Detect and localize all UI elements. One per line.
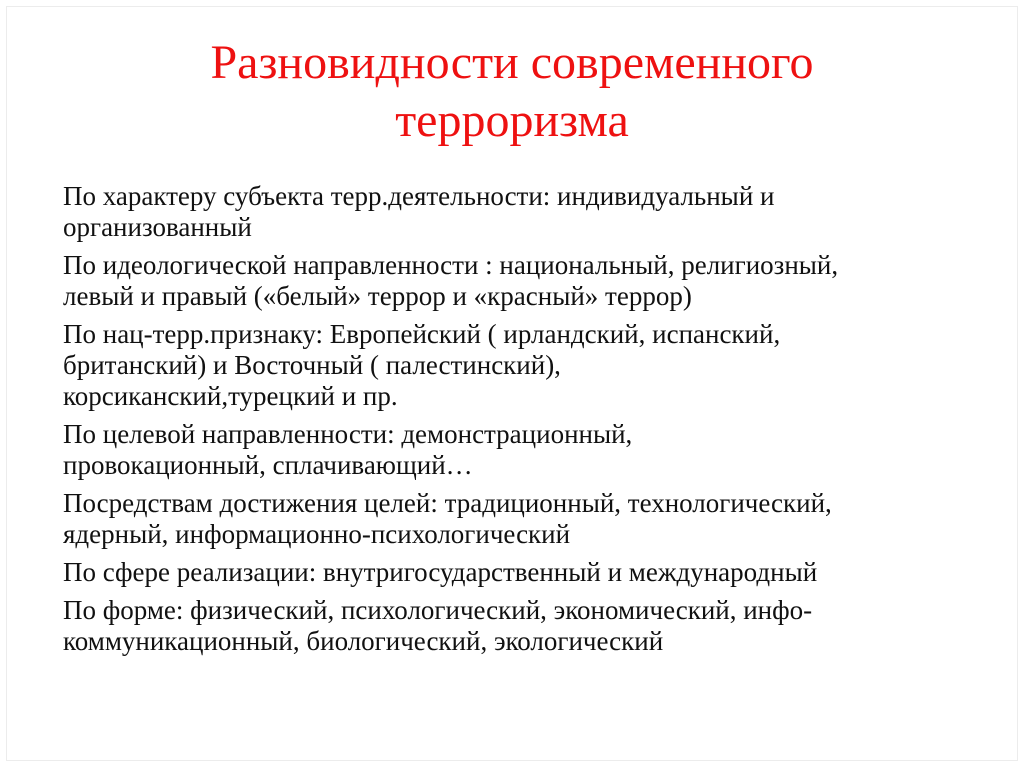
slide-title-line-1: Разновидности современного (210, 36, 814, 89)
list-item-line: коммуникационный, биологический, экологический (63, 626, 664, 656)
classification-list (63, 181, 983, 664)
list-item (63, 419, 983, 481)
list-item (63, 557, 983, 588)
list-item (63, 250, 983, 312)
list-item-line: По целевой направленности: демонстрационный, (63, 419, 633, 449)
list-item-line: По характеру субъекта терр.деятельности: индивидуальный и (63, 181, 775, 211)
list-item-line: ядерный, информационно-психологический (63, 519, 571, 549)
list-item (63, 319, 983, 412)
list-item-line: По идеологической направленности : национальный, религиозный, (63, 250, 839, 280)
slide-title (0, 34, 1024, 150)
list-item-line: левый и правый («белый» террор и «красный» террор) (63, 281, 692, 311)
list-item-line: Посредствам достижения целей: традиционный, технологический, (63, 488, 832, 518)
list-item-line: корсиканский,турецкий и пр. (63, 381, 398, 411)
list-item-line: британский) и Восточный ( палестинский), (63, 350, 561, 380)
list-item-line: По форме: физический, психологический, экономический, инфо- (63, 595, 813, 625)
list-item (63, 488, 983, 550)
list-item (63, 595, 983, 657)
list-item-line: По сфере реализации: внутригосударственный и международный (63, 557, 818, 587)
list-item-line: организованный (63, 212, 252, 242)
list-item-line: По нац-терр.признаку: Европейский ( ирландский, испанский, (63, 319, 781, 349)
list-item-line: провокационный, сплачивающий… (63, 450, 473, 480)
slide-title-line-2: терроризма (395, 94, 629, 147)
list-item (63, 181, 983, 243)
